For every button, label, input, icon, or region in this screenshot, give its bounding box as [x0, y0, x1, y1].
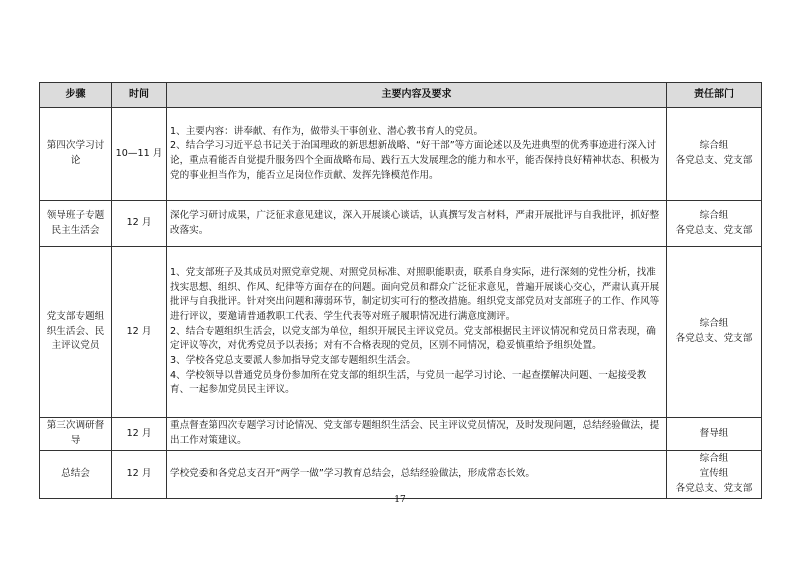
content-item: 深化学习研讨成果，广泛征求意见建议，深入开展谈心谈话，认真撰写发言材料，严肃开展批评与自我批评，抓好整改落实。 — [170, 209, 660, 236]
header-content: 主要内容及要求 — [167, 83, 667, 108]
time-cell: 12 月 — [112, 418, 167, 451]
dept-item: 综合组 — [699, 453, 729, 465]
content-item: 1、主要内容：讲奉献、有作为，做带头干事创业、潜心教书育人的党员。 — [170, 125, 484, 137]
content-cell — [167, 451, 667, 499]
dept-cell — [667, 108, 762, 201]
content-item: 2、结合专题组织生活会，以党支部为单位，组织开展民主评议党员。党支部根据民主评议情况和党员日常表现，确定评议等次，对优秀党员予以表扬；对有不合格表现的党员，区别不同情况，稳妥慎重给予组织处置。 — [170, 325, 656, 352]
dept-item: 综合组 — [699, 209, 729, 221]
content-cell — [167, 418, 667, 451]
step-cell: 第四次学习讨论 — [40, 108, 112, 201]
table-row — [40, 201, 762, 247]
page-number: 17 — [394, 495, 406, 505]
content-cell — [167, 247, 667, 418]
table-row — [40, 108, 762, 201]
step-cell: 第三次调研督导 — [40, 418, 112, 451]
content-cell — [167, 108, 667, 201]
content-item: 1、党支部班子及其成员对照党章党规、对照党员标准、对照职能职责，联系自身实际，进行深刻的党性分析，找准找实思想、组织、作风、纪律等方面存在的问题。面向党员和群众广泛征求意见，普遍开展谈心交心，严肃认真开展批评与自我批评。针对突出问题和薄弱环节，制定切实可行的整改措施。组织党支部党员对支部班子的工作、作风等进行评议，要邀请普通教职工代表、学生代表等对班子履职情况进行满意度测评。 — [170, 266, 660, 322]
step-cell: 总结会 — [40, 451, 112, 499]
dept-item: 各党总支、党支部 — [675, 482, 753, 494]
dept-item: 综合组 — [699, 318, 729, 330]
table-row — [40, 247, 762, 418]
time-cell: 12 月 — [112, 451, 167, 499]
table-row — [40, 418, 762, 451]
content-cell — [167, 201, 667, 247]
step-cell: 领导班子专题民主生活会 — [40, 201, 112, 247]
dept-cell — [667, 201, 762, 247]
dept-item: 各党总支、党支部 — [675, 224, 753, 236]
content-item: 4、学校领导以普通党员身份参加所在党支部的组织生活，与党员一起学习讨论、一起查摆解决问题、一起接受教育、一起参加党员民主评议。 — [170, 369, 647, 396]
header-time: 时间 — [112, 83, 167, 108]
step-cell: 党支部专题组织生活会、民主评议党员 — [40, 247, 112, 418]
time-cell: 12 月 — [112, 201, 167, 247]
content-item: 2、结合学习习近平总书记关于治国理政的新思想新战略、“好干部”等方面论述以及先进典型的优秀事迹进行深入讨论，重点看能否自觉提升服务四个全面战略布局、践行五大发展理念的能力和水平，能否保持良好精神状态、积极为党的事业担当作为，能否立足岗位作贡献、发挥先锋模范作用。 — [170, 140, 660, 181]
dept-item: 宣传组 — [699, 468, 729, 480]
table-header-row — [40, 83, 762, 108]
dept-item: 综合组 — [699, 140, 729, 152]
table-row — [40, 451, 762, 499]
dept-item: 各党总支、党支部 — [675, 155, 753, 166]
schedule-table — [39, 82, 762, 499]
dept-item: 督导组 — [699, 427, 729, 439]
time-cell: 12 月 — [112, 247, 167, 418]
header-dept: 责任部门 — [667, 83, 762, 108]
header-step: 步骤 — [40, 83, 112, 108]
dept-cell — [667, 247, 762, 418]
dept-cell — [667, 418, 762, 451]
time-cell: 10—11 月 — [112, 108, 167, 201]
dept-item: 各党总支、党支部 — [675, 333, 753, 344]
content-item: 3、学校各党总支要派人参加指导党支部专题组织生活会。 — [170, 355, 416, 367]
content-item: 学校党委和各党总支召开“两学一做”学习教育总结会，总结经验做法，形成常态长效。 — [170, 468, 535, 480]
dept-cell — [667, 451, 762, 499]
content-item: 重点督查第四次专题学习讨论情况、党支部专题组织生活会、民主评议党员情况，及时发现问题，总结经验做法，提出工作对策建议。 — [170, 420, 660, 446]
